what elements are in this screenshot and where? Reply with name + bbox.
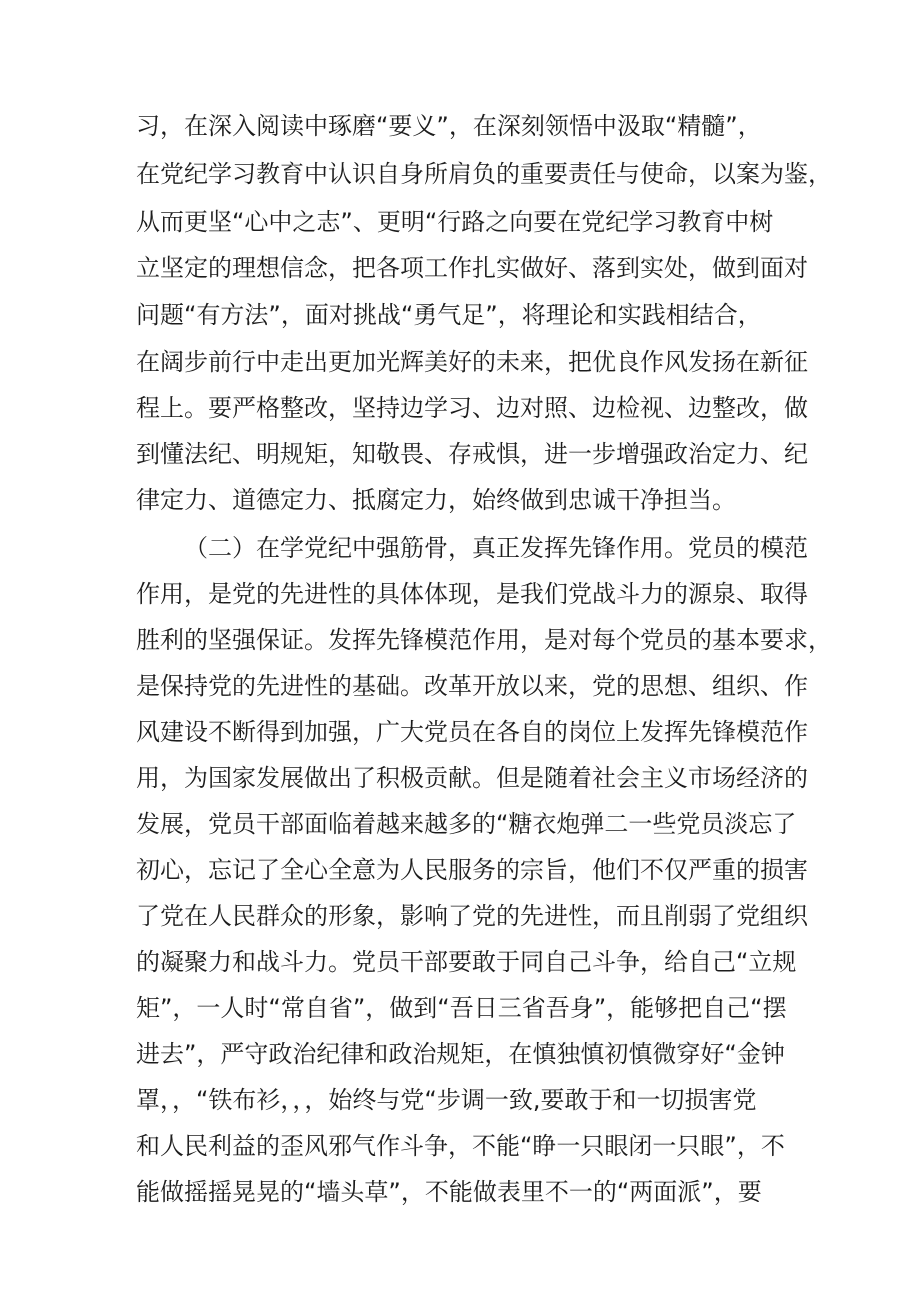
text-line-3: 从而更坚“心中之志”、更明“行路之向要在党纪学习教育中树: [136, 208, 774, 236]
text-line-23: 和人民利益的歪风邪气作斗争，不能“睁一只眼闭一只眼”，不: [136, 1132, 785, 1160]
text-line-16: 发展，党员干部面临着越来越多的“糖衣炮弹二一些党员淡忘了: [136, 810, 797, 838]
text-line-8: 到懂法纪、明规矩，知敬畏、存戒惧，进一步增强政治定力、纪: [136, 440, 808, 468]
text-line-13: 是保持党的先进性的基础。改革开放以来，党的思想、组织、作: [136, 672, 808, 700]
text-line-18: 了党在人民群众的形象，影响了党的先进性，而且削弱了党组织: [136, 902, 808, 930]
text-line-12: 胜利的坚强保证。发挥先锋模范作用，是对每个党员的基本要求，: [136, 626, 832, 654]
paragraph-heading-line: （二）在学党纪中强筋骨，真正发挥先锋作用。党员的模范: [184, 534, 808, 562]
text-line-11: 作用，是党的先进性的具体体现，是我们党战斗力的源泉、取得: [136, 580, 808, 608]
text-line-2: 在党纪学习教育中认识自身所肩负的重要责任与使命，以案为鉴，: [136, 160, 832, 188]
text-line-6: 在阔步前行中走出更加光辉美好的未来，把优良作风发扬在新征: [136, 348, 808, 376]
text-line-19: 的凝聚力和战斗力。党员干部要敢于同自己斗争，给自己“立规: [136, 948, 797, 976]
text-line-9: 律定力、道德定力、抵腐定力，始终做到忠诚干净担当。: [136, 486, 736, 514]
text-line-22: 罩，，“铁布衫，，，始终与党“步调一致,要敢于和一切损害党: [136, 1086, 757, 1114]
text-line-24: 能做摇摇晃晃的“墙头草”，不能做表里不一的“两面派”，要: [136, 1178, 762, 1206]
text-line-17: 初心，忘记了全心全意为人民服务的宗旨，他们不仅严重的损害: [136, 856, 808, 884]
text-line-1: 习，在深入阅读中琢磨“要义”，在深刻领悟中汲取“精髓”，: [136, 112, 762, 140]
text-line-21: 进去”，严守政治纪律和政治规矩，在慎独慎初慎微穿好“金钟: [136, 1040, 785, 1068]
text-line-7: 程上。要严格整改，坚持边学习、边对照、边检视、边整改，做: [136, 394, 808, 422]
text-line-15: 用，为国家发展做出了积极贡献。但是随着社会主义市场经济的: [136, 764, 808, 792]
text-line-5: 问题“有方法”，面对挑战“勇气足”，将理论和实践相结合，: [136, 301, 762, 329]
text-line-20: 矩”，一人时“常自省”，做到“吾日三省吾身”，能够把自己“摆: [136, 994, 787, 1022]
text-line-14: 风建设不断得到加强，广大党员在各自的岗位上发挥先锋模范作: [136, 718, 808, 746]
text-line-4: 立坚定的理想信念，把各项工作扎实做好、落到实处，做到面对: [136, 254, 808, 282]
